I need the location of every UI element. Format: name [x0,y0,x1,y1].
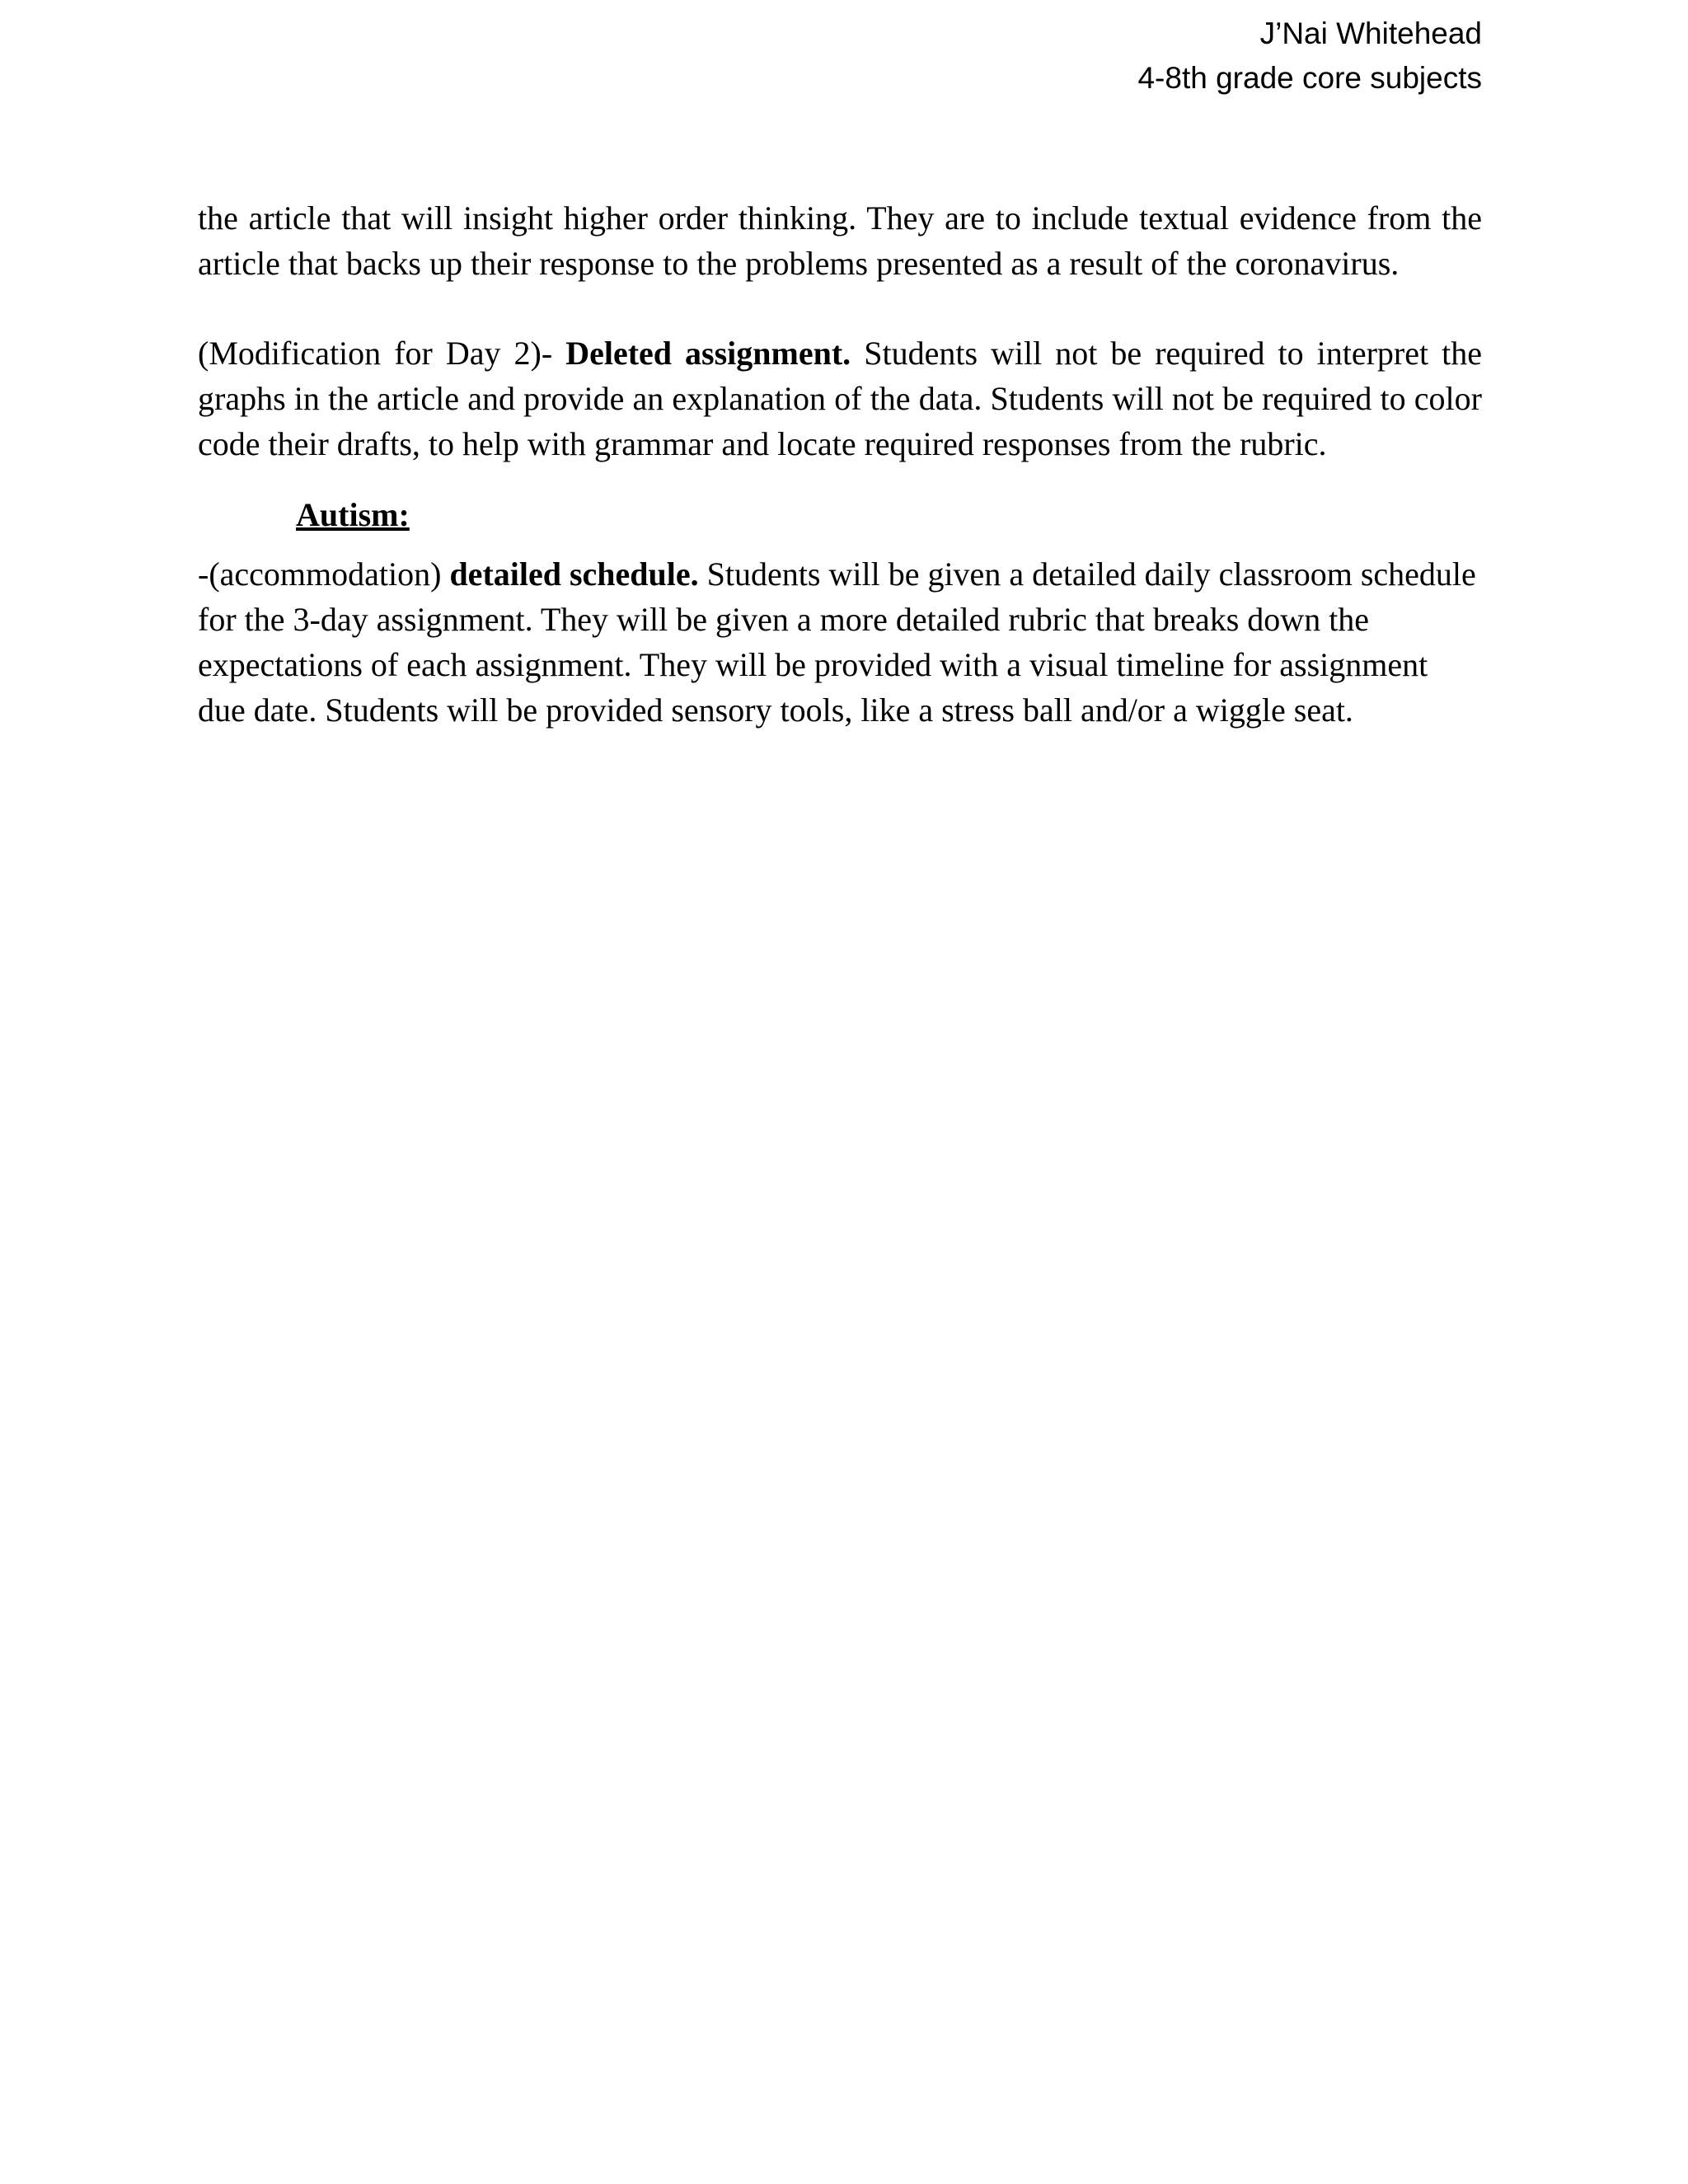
accommodation-lead: -(accommodation) [198,555,450,593]
author-name: J’Nai Whitehead [1259,16,1482,50]
accommodation-line-4: due date. Students will be provided sensory tools, like a stress ball and/or a wiggle seat. [198,691,1353,729]
course-subtitle: 4-8th grade core subjects [1137,61,1482,95]
page-header [1137,12,1482,101]
paragraph-autism-accommodation [198,551,1482,733]
modification-title: Deleted assignment. [565,335,851,372]
paragraph-modification-day-2 [198,330,1482,466]
accommodation-line-2: for the 3-day assignment. They will be given a more detailed rubric that breaks down the [198,601,1370,638]
paragraph-article-evidence [198,195,1482,286]
paragraph-text: the article that will insight higher order thinking. They are to include textual evidence from the article that backs up their response to the problems presented as a result of the coronavirus. [198,199,1482,282]
modification-lead: (Modification for Day 2)- [198,335,566,372]
accommodation-line-1 [198,551,1482,597]
accommodation-line-1-text: Students will be given a detailed daily classroom schedule [698,555,1476,593]
modification-text: Students will not be required to interpret the graphs in the article and provide an explanation of the data. Students will not be required to color code their drafts, to help with grammar and locate required responses from the rubric. [198,335,1482,462]
accommodation-title: detailed schedule. [449,555,699,593]
section-heading-autism: Autism: [296,496,410,533]
accommodation-line-3: expectations of each assignment. They will be provided with a visual timeline for assignment [198,646,1428,683]
